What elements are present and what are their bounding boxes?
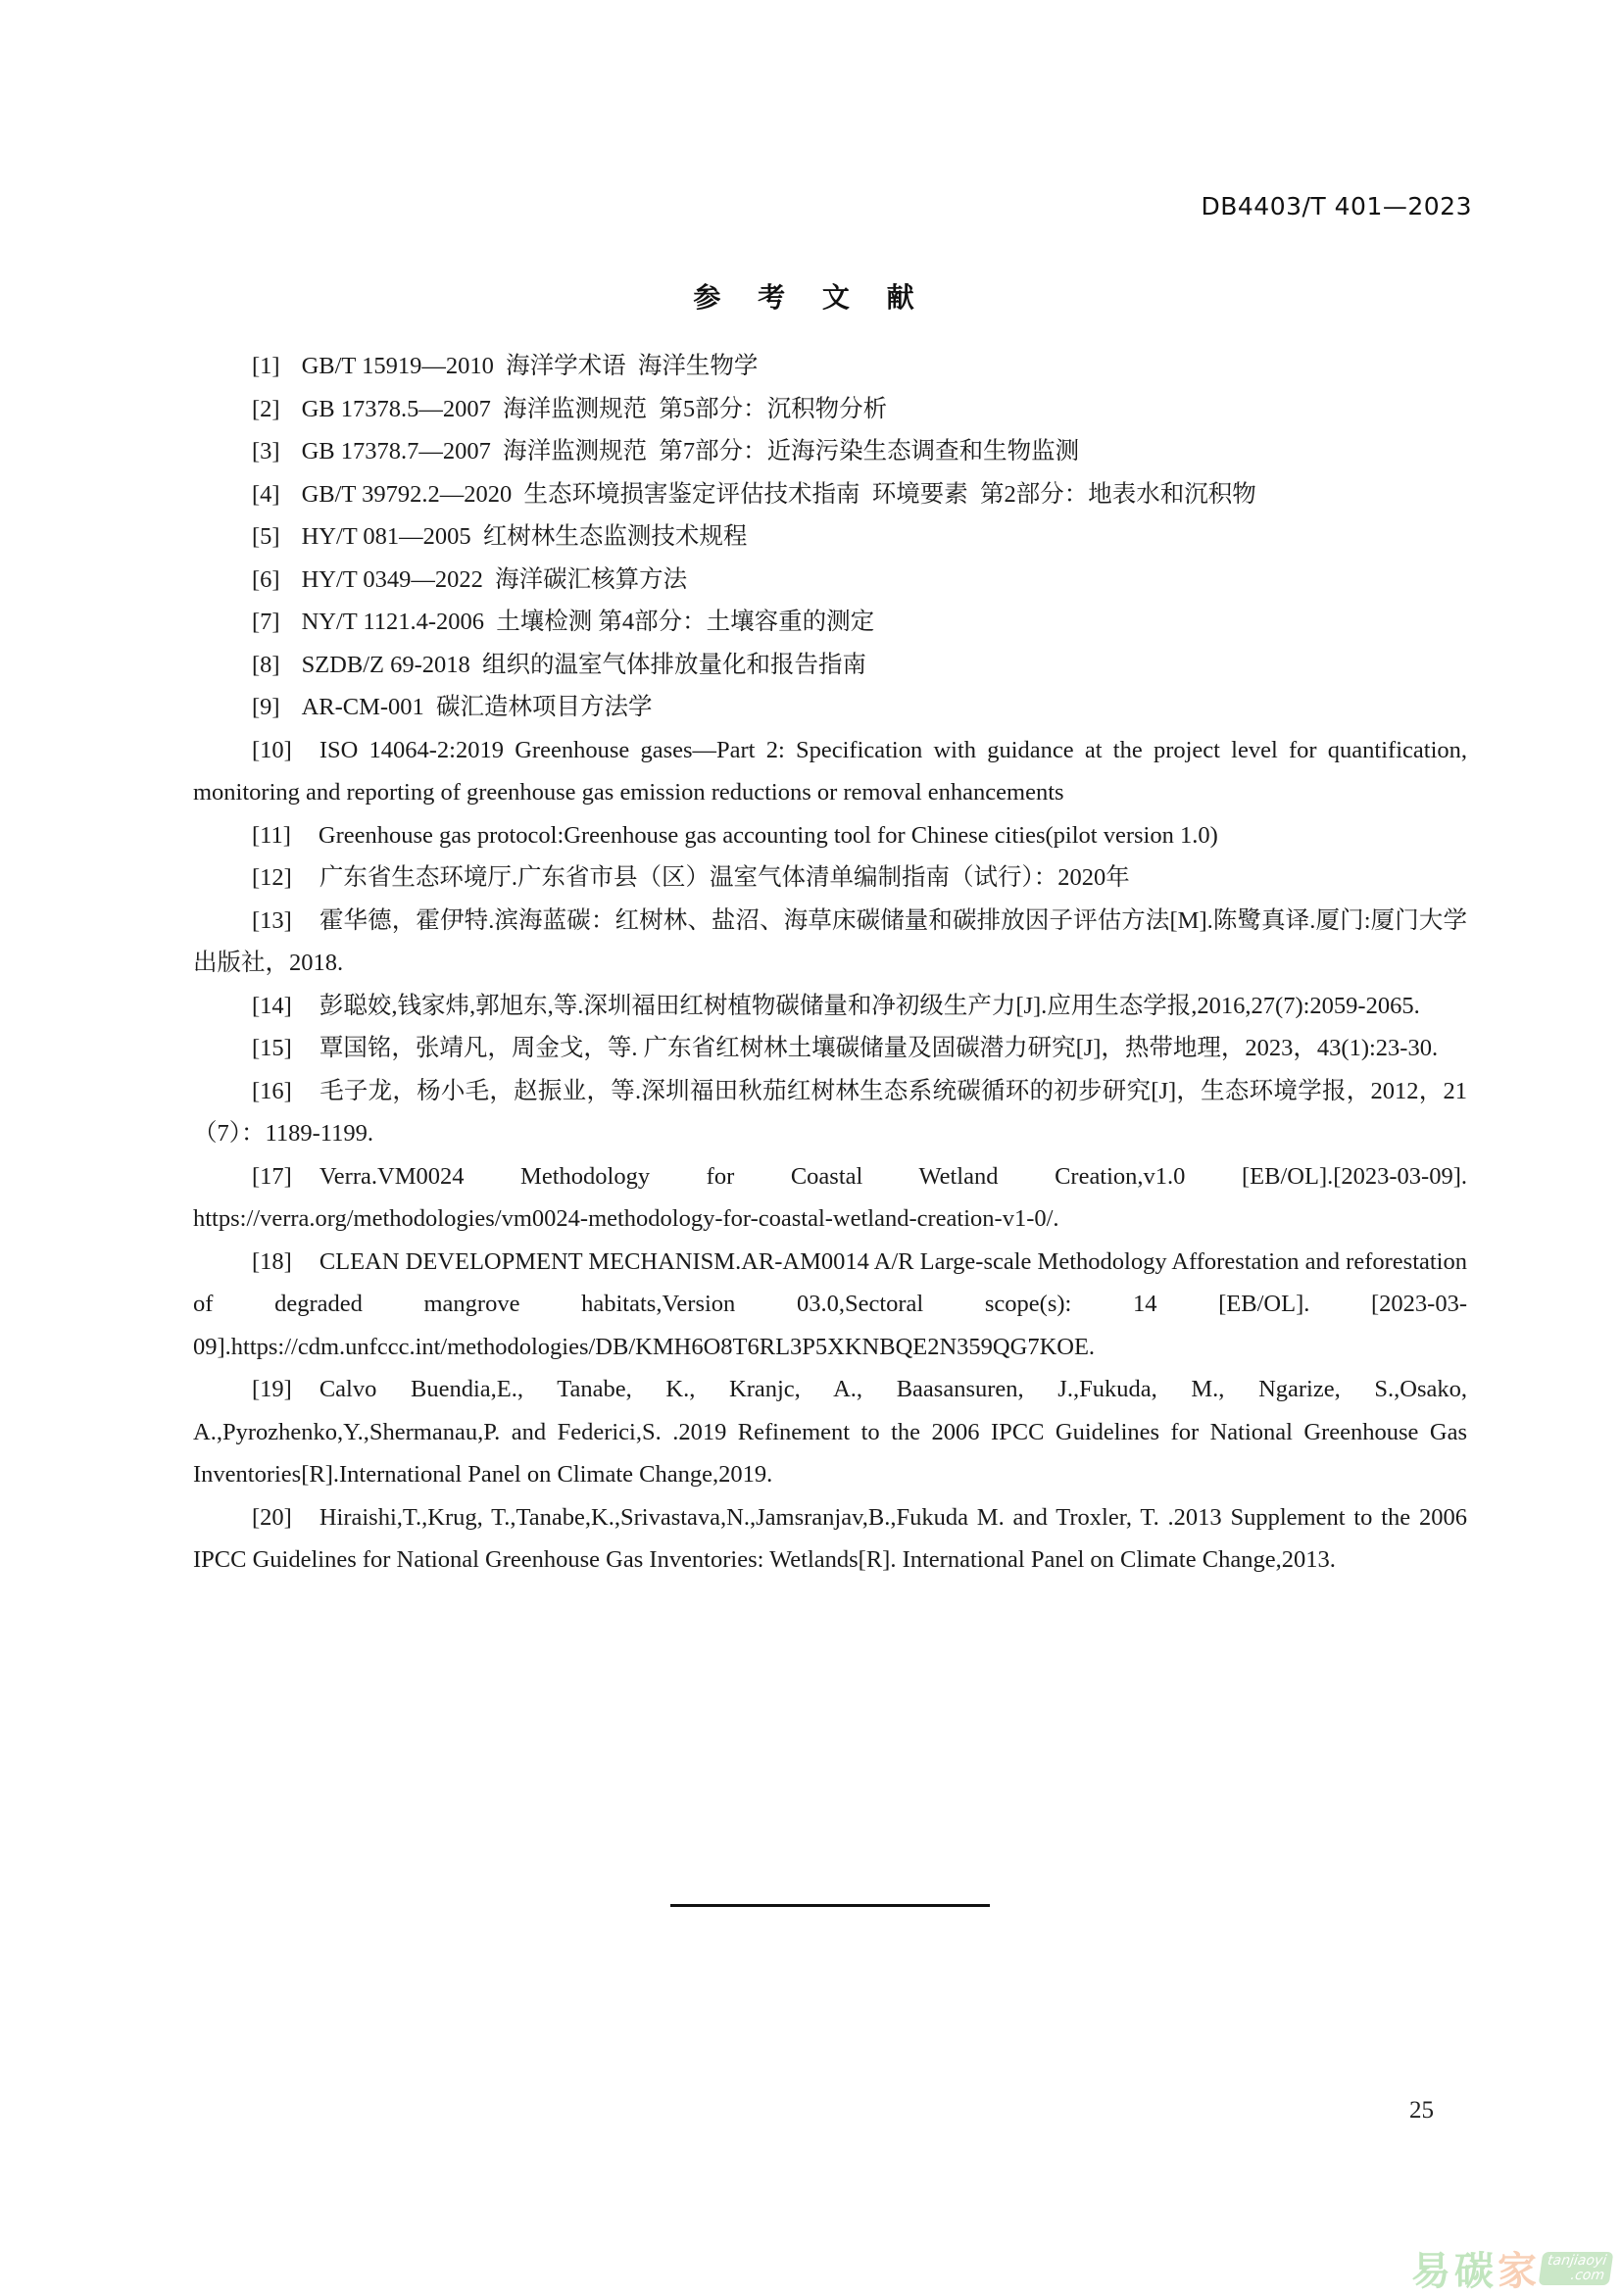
reference-number: [1] — [252, 353, 280, 379]
reference-text: 覃国铭，张靖凡，周金戈，等. 广东省红树林土壤碳储量及固碳潜力研究[J]，热带地理，2023，43(1):23-30. — [319, 1035, 1439, 1061]
reference-item — [193, 559, 1467, 602]
reference-number: [19] — [252, 1376, 292, 1402]
reference-text: Calvo Buendia,E., Tanabe, K., Kranjc, A., Baasansuren, J.,Fukuda, M., Ngarize, S.,Osako, A.,Pyrozhenko,Y.,Shermanau,P. and Federici,S. .2019 Refinement to the 2006 IPCC Guidelines for National Greenhouse Gas Inventories[R].International Panel on Climate Change,2019. — [193, 1376, 1467, 1488]
reference-list — [193, 345, 1467, 1582]
reference-item — [193, 856, 1467, 900]
page-number: 25 — [1409, 2097, 1434, 2124]
reference-item — [193, 985, 1467, 1028]
watermark-char: 家 — [1498, 2249, 1537, 2294]
reference-text: HY/T 0349—2022 海洋碳汇核算方法 — [301, 565, 688, 593]
reference-text: 毛子龙，杨小毛，赵振业，等.深圳福田秋茄红树林生态系统碳循环的初步研究[J]，生态环境学报，2012，21（7）：1189-1199. — [193, 1077, 1467, 1147]
reference-number: [13] — [252, 906, 292, 934]
reference-item — [193, 345, 1467, 388]
reference-number: [7] — [252, 609, 280, 635]
reference-number: [4] — [252, 480, 280, 508]
watermark-char: 易 — [1411, 2249, 1450, 2294]
reference-number: [18] — [252, 1247, 292, 1275]
watermark-badge — [1539, 2252, 1614, 2285]
reference-number: [3] — [252, 438, 280, 464]
watermark-domain: tanjiaoyi — [1547, 2252, 1608, 2269]
reference-item — [193, 515, 1467, 559]
reference-number: [8] — [252, 651, 280, 678]
reference-text: NY/T 1121.4-2006 土壤检测 第4部分：土壤容重的测定 — [301, 609, 875, 635]
reference-number: [17] — [252, 1162, 292, 1190]
reference-item — [193, 686, 1467, 729]
reference-text: AR-CM-001 碳汇造林项目方法学 — [301, 694, 653, 720]
watermark-tld: .com — [1569, 2267, 1606, 2283]
reference-text: Greenhouse gas protocol:Greenhouse gas accounting tool for Chinese cities(pilot version 1.0) — [318, 821, 1218, 849]
reference-item — [193, 1155, 1467, 1241]
reference-item — [193, 1070, 1467, 1155]
reference-text: CLEAN DEVELOPMENT MECHANISM.AR-AM0014 A/R Large-scale Methodology Afforestation and reforestation of degraded mangrove habitats,Version 03.0,Sectoral scope(s): 14 [EB/OL]. [2023-03-09].https://cdm.unfccc.int/methodologies/DB/KMH6O8T6RL3P5XKNBQE2N359QG7KOE. — [193, 1247, 1467, 1360]
reference-text: GB/T 39792.2—2020 生态环境损害鉴定评估技术指南 环境要素 第2部分：地表水和沉积物 — [301, 480, 1256, 508]
watermark-char: 碳 — [1454, 2249, 1494, 2294]
reference-text: Verra.VM0024 Methodology for Coastal Wetland Creation,v1.0 [EB/OL].[2023-03-09]. https://verra.org/methodologies/vm0024-methodology-for-coastal-wetland-creation-v1-0/. — [193, 1162, 1467, 1232]
reference-text: HY/T 081—2005 红树林生态监测技术规程 — [301, 523, 748, 550]
reference-number: [9] — [252, 694, 280, 720]
reference-text: GB/T 15919—2010 海洋学术语 海洋生物学 — [301, 353, 759, 379]
reference-item — [193, 1368, 1467, 1496]
reference-text: ISO 14064-2:2019 Greenhouse gases—Part 2: Specification with guidance at the project level for quantification, monitoring and reporting of greenhouse gas emission reductions or removal enhancements — [193, 736, 1467, 806]
reference-item — [193, 473, 1467, 516]
reference-text: GB 17378.7—2007 海洋监测规范 第7部分：近海污染生态调查和生物监测 — [301, 438, 1080, 464]
reference-number: [2] — [252, 395, 280, 422]
reference-number: [5] — [252, 523, 280, 550]
watermark-logo — [1411, 2240, 1611, 2296]
reference-item — [193, 1027, 1467, 1070]
reference-text: 广东省生态环境厅.广东省市县（区）温室气体清单编制指南（试行）：2020年 — [319, 864, 1130, 891]
reference-text: Hiraishi,T.,Krug, T.,Tanabe,K.,Srivastava,N.,Jamsranjav,B.,Fukuda M. and Troxler, T. .2013 Supplement to the 2006 IPCC Guidelines for National Greenhouse Gas Inventories: Wetlands[R]. International Panel on Climate Change,2013. — [193, 1503, 1467, 1573]
reference-item — [193, 814, 1467, 857]
reference-item — [193, 388, 1467, 431]
reference-number: [11] — [252, 821, 291, 849]
reference-item — [193, 601, 1467, 644]
end-of-document-rule — [670, 1904, 990, 1907]
document-code: DB4403/T 401—2023 — [1201, 192, 1472, 220]
reference-item — [193, 729, 1467, 814]
reference-number: [14] — [252, 992, 292, 1019]
page-title: 参 考 文 献 — [693, 281, 928, 314]
reference-number: [10] — [252, 736, 292, 763]
reference-number: [12] — [252, 864, 292, 891]
reference-text: 彭聪姣,钱家炜,郭旭东,等.深圳福田红树植物碳储量和净初级生产力[J].应用生态学报,2016,27(7):2059-2065. — [319, 992, 1420, 1019]
reference-number: [16] — [252, 1077, 292, 1104]
reference-text: SZDB/Z 69-2018 组织的温室气体排放量化和报告指南 — [301, 651, 867, 678]
reference-number: [20] — [252, 1503, 292, 1531]
reference-item — [193, 644, 1467, 687]
reference-number: [6] — [252, 565, 280, 593]
reference-item — [193, 1241, 1467, 1369]
reference-text: GB 17378.5—2007 海洋监测规范 第5部分：沉积物分析 — [301, 395, 888, 422]
reference-item — [193, 900, 1467, 985]
reference-text: 霍华德，霍伊特.滨海蓝碳：红树林、盐沼、海草床碳储量和碳排放因子评估方法[M].陈鹭真译.厦门:厦门大学出版社，2018. — [193, 906, 1467, 976]
reference-item — [193, 1496, 1467, 1582]
reference-item — [193, 430, 1467, 473]
reference-number: [15] — [252, 1035, 292, 1061]
